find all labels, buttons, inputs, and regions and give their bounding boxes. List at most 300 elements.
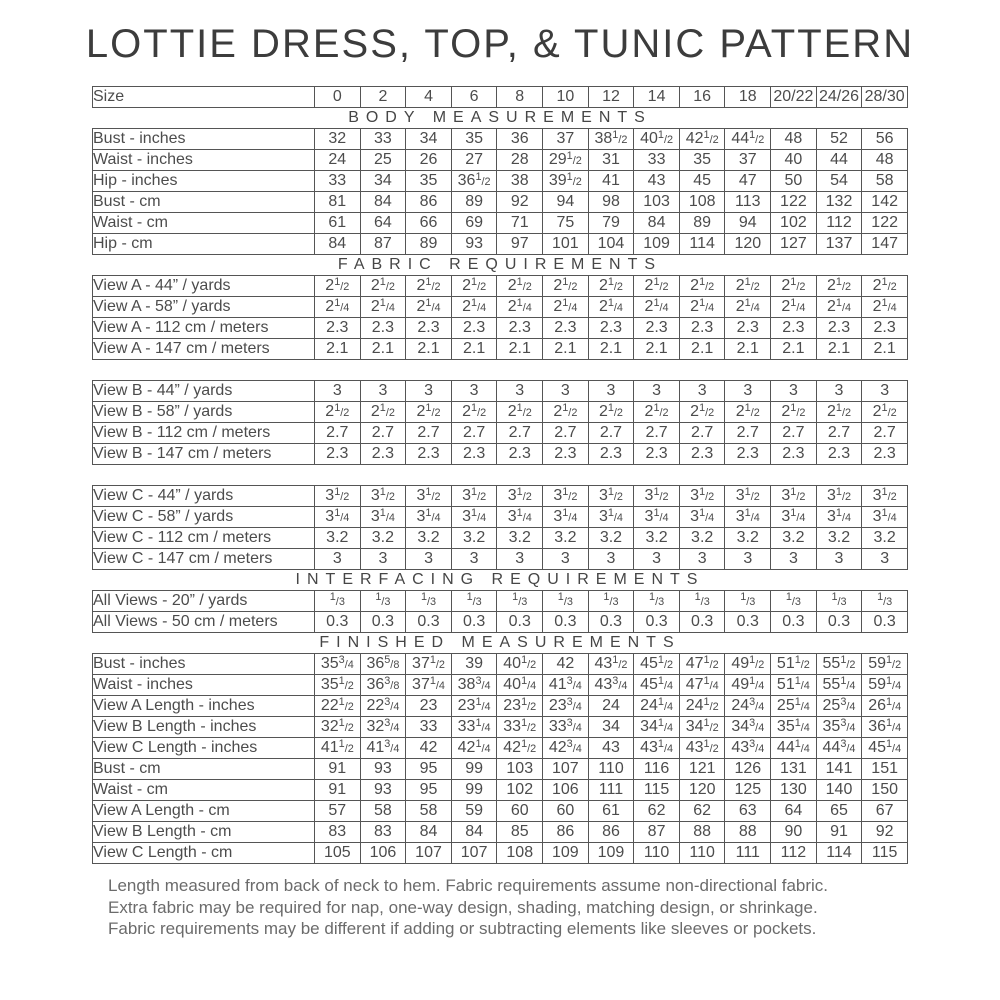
value-cell: $3^1/4$ bbox=[725, 507, 771, 528]
value-cell: 105 bbox=[315, 843, 361, 864]
value-cell: 88 bbox=[679, 822, 725, 843]
table-row bbox=[93, 507, 908, 528]
value-cell: $2^1/2$ bbox=[771, 402, 817, 423]
value-cell: $3^1/2$ bbox=[497, 486, 543, 507]
value-cell: 2.3 bbox=[315, 318, 361, 339]
footnote-line: Length measured from back of neck to hem. Fabric requirements assume non-directional fabric. bbox=[108, 876, 829, 895]
row-label: View A - 112 cm / meters bbox=[93, 318, 315, 339]
value-cell: 2.7 bbox=[543, 423, 589, 444]
value-cell: $^1$/3 bbox=[679, 591, 725, 612]
value-cell: 75 bbox=[543, 213, 589, 234]
value-cell: 94 bbox=[543, 192, 589, 213]
value-cell: 92 bbox=[862, 822, 908, 843]
value-cell: 3 bbox=[634, 549, 680, 570]
value-cell: $3^1/4$ bbox=[406, 507, 452, 528]
value-cell: 60 bbox=[497, 801, 543, 822]
value-cell: 3 bbox=[497, 381, 543, 402]
value-cell: 3 bbox=[360, 549, 406, 570]
value-cell: $22^1/2$ bbox=[315, 696, 361, 717]
value-cell: 56 bbox=[862, 129, 908, 150]
table-row bbox=[93, 297, 908, 318]
value-cell: $2^1/2$ bbox=[451, 276, 497, 297]
table-row bbox=[93, 822, 908, 843]
value-cell: 4 bbox=[406, 87, 452, 108]
value-cell: 2.7 bbox=[725, 423, 771, 444]
body-measurements-table bbox=[92, 128, 908, 255]
value-cell: 44 bbox=[816, 150, 862, 171]
value-cell: $^1$/3 bbox=[725, 591, 771, 612]
interfacing-table bbox=[92, 590, 908, 633]
value-cell: $2^1/2$ bbox=[315, 276, 361, 297]
value-cell: $42^1/2$ bbox=[679, 129, 725, 150]
value-cell: 142 bbox=[862, 192, 908, 213]
value-cell: 67 bbox=[862, 801, 908, 822]
value-cell: $24^3/4$ bbox=[725, 696, 771, 717]
value-cell: 2.3 bbox=[862, 318, 908, 339]
value-cell: 81 bbox=[315, 192, 361, 213]
value-cell: 3 bbox=[679, 549, 725, 570]
value-cell: 2.3 bbox=[634, 444, 680, 465]
value-cell: $3^1/2$ bbox=[543, 486, 589, 507]
value-cell: 0.3 bbox=[588, 612, 634, 633]
value-cell: 106 bbox=[543, 780, 589, 801]
value-cell: 91 bbox=[315, 759, 361, 780]
value-cell: 33 bbox=[634, 150, 680, 171]
value-cell: 107 bbox=[543, 759, 589, 780]
value-cell: 89 bbox=[406, 234, 452, 255]
footnote-line: Extra fabric may be required for nap, one-way design, shading, matching design, or shrinkage. bbox=[108, 897, 818, 917]
value-cell: 6 bbox=[451, 87, 497, 108]
value-cell: $38^1/2$ bbox=[588, 129, 634, 150]
table-row bbox=[93, 549, 908, 570]
value-cell: $^1$/3 bbox=[315, 591, 361, 612]
value-cell: 2.3 bbox=[679, 318, 725, 339]
value-cell: 43 bbox=[634, 171, 680, 192]
value-cell: $34^3/4$ bbox=[725, 717, 771, 738]
value-cell: $42^1/4$ bbox=[451, 738, 497, 759]
value-cell: 2.3 bbox=[360, 318, 406, 339]
value-cell: $25^3/4$ bbox=[816, 696, 862, 717]
value-cell: 3.2 bbox=[725, 528, 771, 549]
value-cell: $2^1/4$ bbox=[315, 297, 361, 318]
value-cell: 110 bbox=[634, 843, 680, 864]
value-cell: 28 bbox=[497, 150, 543, 171]
value-cell: 141 bbox=[816, 759, 862, 780]
value-cell: $3^1/4$ bbox=[315, 507, 361, 528]
table-gap bbox=[92, 465, 908, 485]
value-cell: $3^1/2$ bbox=[588, 486, 634, 507]
value-cell: $3^1/2$ bbox=[360, 486, 406, 507]
value-cell: 2.3 bbox=[497, 444, 543, 465]
value-cell: $3^1/2$ bbox=[406, 486, 452, 507]
value-cell: 86 bbox=[406, 192, 452, 213]
value-cell: 98 bbox=[588, 192, 634, 213]
value-cell: $^1$/3 bbox=[588, 591, 634, 612]
value-cell: $32^3/4$ bbox=[360, 717, 406, 738]
value-cell: 2.1 bbox=[451, 339, 497, 360]
value-cell: 2.3 bbox=[588, 444, 634, 465]
value-cell: 103 bbox=[634, 192, 680, 213]
value-cell: 62 bbox=[634, 801, 680, 822]
value-cell: $3^1/4$ bbox=[679, 507, 725, 528]
value-cell: 86 bbox=[588, 822, 634, 843]
value-cell: 127 bbox=[771, 234, 817, 255]
value-cell: 83 bbox=[315, 822, 361, 843]
value-cell: 110 bbox=[679, 843, 725, 864]
value-cell: $23^1/4$ bbox=[451, 696, 497, 717]
value-cell: 107 bbox=[451, 843, 497, 864]
value-cell: 3 bbox=[315, 381, 361, 402]
table-row bbox=[93, 87, 908, 108]
value-cell: 87 bbox=[360, 234, 406, 255]
row-label: Bust - inches bbox=[93, 654, 315, 675]
value-cell: 0.3 bbox=[360, 612, 406, 633]
value-cell: 2.3 bbox=[725, 318, 771, 339]
table-row bbox=[93, 738, 908, 759]
value-cell: 85 bbox=[497, 822, 543, 843]
value-cell: 2.3 bbox=[451, 444, 497, 465]
value-cell: $3^1/4$ bbox=[862, 507, 908, 528]
value-cell: 63 bbox=[725, 801, 771, 822]
value-cell: $3^1/4$ bbox=[360, 507, 406, 528]
value-cell: 64 bbox=[771, 801, 817, 822]
table-row bbox=[93, 444, 908, 465]
table-row bbox=[93, 381, 908, 402]
section-header-finished-measurements: FINISHED MEASUREMENTS bbox=[319, 634, 681, 651]
value-cell: $51^1/2$ bbox=[771, 654, 817, 675]
value-cell: $2^1/4$ bbox=[725, 297, 771, 318]
row-label: View C - 58” / yards bbox=[93, 507, 315, 528]
value-cell: $3^1/4$ bbox=[588, 507, 634, 528]
value-cell: $34^1/4$ bbox=[634, 717, 680, 738]
value-cell: 94 bbox=[725, 213, 771, 234]
value-cell: 89 bbox=[451, 192, 497, 213]
value-cell: 132 bbox=[816, 192, 862, 213]
value-cell: $2^1/2$ bbox=[679, 276, 725, 297]
value-cell: 122 bbox=[771, 192, 817, 213]
value-cell: 37 bbox=[725, 150, 771, 171]
row-label: View B - 58” / yards bbox=[93, 402, 315, 423]
row-label: View C Length - cm bbox=[93, 843, 315, 864]
value-cell: $43^1/2$ bbox=[679, 738, 725, 759]
value-cell: 3 bbox=[862, 381, 908, 402]
value-cell: 0.3 bbox=[816, 612, 862, 633]
row-label: Bust - inches bbox=[93, 129, 315, 150]
value-cell: 37 bbox=[543, 129, 589, 150]
value-cell: 33 bbox=[360, 129, 406, 150]
value-cell: 3.2 bbox=[315, 528, 361, 549]
value-cell: 2.3 bbox=[588, 318, 634, 339]
value-cell: $40^1/4$ bbox=[497, 675, 543, 696]
value-cell: 61 bbox=[315, 213, 361, 234]
value-cell: 2.1 bbox=[634, 339, 680, 360]
value-cell: $45^1/4$ bbox=[862, 738, 908, 759]
value-cell: 2.1 bbox=[862, 339, 908, 360]
table-row bbox=[93, 402, 908, 423]
table-row bbox=[93, 276, 908, 297]
value-cell: $2^1/2$ bbox=[360, 276, 406, 297]
value-cell: 115 bbox=[634, 780, 680, 801]
value-cell: 2.3 bbox=[816, 444, 862, 465]
value-cell: 2.1 bbox=[315, 339, 361, 360]
value-cell: 2.7 bbox=[315, 423, 361, 444]
row-label: Waist - inches bbox=[93, 675, 315, 696]
value-cell: $3^1/2$ bbox=[679, 486, 725, 507]
row-label: View A - 44” / yards bbox=[93, 276, 315, 297]
value-cell: 69 bbox=[451, 213, 497, 234]
value-cell: 101 bbox=[543, 234, 589, 255]
value-cell: 3 bbox=[451, 381, 497, 402]
value-cell: $2^1/4$ bbox=[771, 297, 817, 318]
value-cell: 2.7 bbox=[771, 423, 817, 444]
value-cell: 84 bbox=[634, 213, 680, 234]
value-cell: 39 bbox=[451, 654, 497, 675]
value-cell: 64 bbox=[360, 213, 406, 234]
value-cell: 8 bbox=[497, 87, 543, 108]
value-cell: 3 bbox=[816, 549, 862, 570]
value-cell: $49^1/2$ bbox=[725, 654, 771, 675]
row-label: All Views - 20” / yards bbox=[93, 591, 315, 612]
row-label: Bust - cm bbox=[93, 192, 315, 213]
table-row bbox=[93, 591, 908, 612]
value-cell: 2.3 bbox=[725, 444, 771, 465]
value-cell: $2^1/2$ bbox=[634, 402, 680, 423]
value-cell: 36 bbox=[497, 129, 543, 150]
row-label: Bust - cm bbox=[93, 759, 315, 780]
value-cell: $3^1/2$ bbox=[725, 486, 771, 507]
value-cell: 0.3 bbox=[679, 612, 725, 633]
value-cell: 66 bbox=[406, 213, 452, 234]
value-cell: $42^1/2$ bbox=[497, 738, 543, 759]
value-cell: $44^3/4$ bbox=[816, 738, 862, 759]
value-cell: $2^1/2$ bbox=[862, 276, 908, 297]
value-cell: 2.3 bbox=[679, 444, 725, 465]
value-cell: 111 bbox=[588, 780, 634, 801]
section-header-body-measurements: BODY MEASUREMENTS bbox=[348, 109, 652, 126]
value-cell: 2.3 bbox=[406, 318, 452, 339]
value-cell: 0.3 bbox=[406, 612, 452, 633]
value-cell: $2^1/2$ bbox=[771, 276, 817, 297]
value-cell: $3^1/4$ bbox=[816, 507, 862, 528]
value-cell: 2.7 bbox=[816, 423, 862, 444]
view-c-fabric-table bbox=[92, 485, 908, 570]
value-cell: $29^1/2$ bbox=[543, 150, 589, 171]
value-cell: 2.3 bbox=[634, 318, 680, 339]
value-cell: $59^1/2$ bbox=[862, 654, 908, 675]
value-cell: $2^1/4$ bbox=[497, 297, 543, 318]
row-label: Hip - cm bbox=[93, 234, 315, 255]
table-row bbox=[93, 171, 908, 192]
value-cell: $2^1/2$ bbox=[406, 276, 452, 297]
value-cell: 109 bbox=[588, 843, 634, 864]
value-cell: $3^1/2$ bbox=[862, 486, 908, 507]
value-cell: 115 bbox=[862, 843, 908, 864]
value-cell: $2^1/4$ bbox=[679, 297, 725, 318]
value-cell: $36^5/8$ bbox=[360, 654, 406, 675]
value-cell: 40 bbox=[771, 150, 817, 171]
value-cell: 95 bbox=[406, 780, 452, 801]
row-label: View B - 112 cm / meters bbox=[93, 423, 315, 444]
value-cell: $2^1/4$ bbox=[543, 297, 589, 318]
table-row bbox=[93, 192, 908, 213]
value-cell: 112 bbox=[816, 213, 862, 234]
value-cell: 47 bbox=[725, 171, 771, 192]
value-cell: 2.3 bbox=[315, 444, 361, 465]
value-cell: 0.3 bbox=[771, 612, 817, 633]
table-row bbox=[93, 213, 908, 234]
value-cell: 3.2 bbox=[497, 528, 543, 549]
value-cell: $43^3/4$ bbox=[725, 738, 771, 759]
value-cell: 0.3 bbox=[725, 612, 771, 633]
value-cell: 122 bbox=[862, 213, 908, 234]
table-gap bbox=[92, 360, 908, 380]
value-cell: 71 bbox=[497, 213, 543, 234]
value-cell: 120 bbox=[679, 780, 725, 801]
value-cell: 93 bbox=[360, 780, 406, 801]
value-cell: 3 bbox=[588, 381, 634, 402]
table-row bbox=[93, 696, 908, 717]
value-cell: 2.3 bbox=[360, 444, 406, 465]
value-cell: 3 bbox=[634, 381, 680, 402]
row-label: View A Length - cm bbox=[93, 801, 315, 822]
table-row bbox=[93, 318, 908, 339]
value-cell: 59 bbox=[451, 801, 497, 822]
value-cell: 34 bbox=[406, 129, 452, 150]
value-cell: 42 bbox=[543, 654, 589, 675]
row-label: Waist - inches bbox=[93, 150, 315, 171]
value-cell: 38 bbox=[497, 171, 543, 192]
value-cell: 83 bbox=[360, 822, 406, 843]
value-cell: 58 bbox=[862, 171, 908, 192]
value-cell: 2.3 bbox=[543, 318, 589, 339]
value-cell: $36^1/4$ bbox=[862, 717, 908, 738]
value-cell: 31 bbox=[588, 150, 634, 171]
value-cell: 57 bbox=[315, 801, 361, 822]
value-cell: $2^1/4$ bbox=[588, 297, 634, 318]
value-cell: 91 bbox=[816, 822, 862, 843]
value-cell: 41 bbox=[588, 171, 634, 192]
value-cell: 3.2 bbox=[679, 528, 725, 549]
value-cell: 0.3 bbox=[862, 612, 908, 633]
value-cell: $35^3/4$ bbox=[315, 654, 361, 675]
table-row bbox=[93, 843, 908, 864]
table-row bbox=[93, 486, 908, 507]
value-cell: 2.3 bbox=[406, 444, 452, 465]
value-cell: $2^1/2$ bbox=[816, 276, 862, 297]
value-cell: 28/30 bbox=[862, 87, 908, 108]
value-cell: 2.3 bbox=[497, 318, 543, 339]
value-cell: $2^1/2$ bbox=[497, 276, 543, 297]
value-cell: 2.7 bbox=[497, 423, 543, 444]
value-cell: $2^1/2$ bbox=[451, 402, 497, 423]
value-cell: 34 bbox=[360, 171, 406, 192]
value-cell: $2^1/2$ bbox=[862, 402, 908, 423]
value-cell: 20/22 bbox=[771, 87, 817, 108]
row-label: Waist - cm bbox=[93, 213, 315, 234]
value-cell: $41^3/4$ bbox=[360, 738, 406, 759]
value-cell: 0.3 bbox=[634, 612, 680, 633]
value-cell: $47^1/4$ bbox=[679, 675, 725, 696]
value-cell: 54 bbox=[816, 171, 862, 192]
table-row bbox=[93, 612, 908, 633]
value-cell: 0.3 bbox=[497, 612, 543, 633]
value-cell: 103 bbox=[497, 759, 543, 780]
value-cell: 33 bbox=[315, 171, 361, 192]
value-cell: 2.3 bbox=[862, 444, 908, 465]
value-cell: 0.3 bbox=[451, 612, 497, 633]
value-cell: 24 bbox=[315, 150, 361, 171]
value-cell: $25^1/4$ bbox=[771, 696, 817, 717]
value-cell: 3 bbox=[360, 381, 406, 402]
value-cell: 2 bbox=[360, 87, 406, 108]
value-cell: $43^3/4$ bbox=[588, 675, 634, 696]
value-cell: 35 bbox=[451, 129, 497, 150]
table-row bbox=[93, 675, 908, 696]
value-cell: 107 bbox=[406, 843, 452, 864]
value-cell: 93 bbox=[451, 234, 497, 255]
value-cell: 45 bbox=[679, 171, 725, 192]
value-cell: $45^1/2$ bbox=[634, 654, 680, 675]
value-cell: 120 bbox=[725, 234, 771, 255]
value-cell: 3 bbox=[543, 549, 589, 570]
value-cell: 23 bbox=[406, 696, 452, 717]
value-cell: $45^1/4$ bbox=[634, 675, 680, 696]
value-cell: $44^1/4$ bbox=[771, 738, 817, 759]
value-cell: 3.2 bbox=[451, 528, 497, 549]
value-cell: 25 bbox=[360, 150, 406, 171]
section-header-fabric-requirements: FABRIC REQUIREMENTS bbox=[337, 256, 663, 273]
value-cell: 3 bbox=[406, 381, 452, 402]
value-cell: 111 bbox=[725, 843, 771, 864]
value-cell: $3^1/2$ bbox=[771, 486, 817, 507]
value-cell: 43 bbox=[588, 738, 634, 759]
value-cell: 108 bbox=[497, 843, 543, 864]
value-cell: $41^3/4$ bbox=[543, 675, 589, 696]
value-cell: $2^1/2$ bbox=[725, 276, 771, 297]
value-cell: 3 bbox=[679, 381, 725, 402]
value-cell: $3^1/2$ bbox=[451, 486, 497, 507]
value-cell: 3.2 bbox=[634, 528, 680, 549]
value-cell: 2.3 bbox=[771, 318, 817, 339]
table-row bbox=[93, 150, 908, 171]
row-label: View C - 147 cm / meters bbox=[93, 549, 315, 570]
value-cell: 147 bbox=[862, 234, 908, 255]
value-cell: $43^1/4$ bbox=[634, 738, 680, 759]
value-cell: $3^1/4$ bbox=[497, 507, 543, 528]
row-label: View C - 112 cm / meters bbox=[93, 528, 315, 549]
value-cell: 2.1 bbox=[816, 339, 862, 360]
value-cell: 130 bbox=[771, 780, 817, 801]
value-cell: $26^1/4$ bbox=[862, 696, 908, 717]
value-cell: 50 bbox=[771, 171, 817, 192]
table-row bbox=[93, 339, 908, 360]
value-cell: 125 bbox=[725, 780, 771, 801]
value-cell: 3.2 bbox=[816, 528, 862, 549]
value-cell: 2.1 bbox=[497, 339, 543, 360]
value-cell: 3.2 bbox=[588, 528, 634, 549]
row-label: All Views - 50 cm / meters bbox=[93, 612, 315, 633]
value-cell: 79 bbox=[588, 213, 634, 234]
value-cell: $34^1/2$ bbox=[679, 717, 725, 738]
value-cell: 52 bbox=[816, 129, 862, 150]
value-cell: 91 bbox=[315, 780, 361, 801]
value-cell: $32^1/2$ bbox=[315, 717, 361, 738]
value-cell: $44^1/2$ bbox=[725, 129, 771, 150]
value-cell: $2^1/4$ bbox=[634, 297, 680, 318]
value-cell: $37^1/2$ bbox=[406, 654, 452, 675]
value-cell: 114 bbox=[679, 234, 725, 255]
value-cell: $3^1/4$ bbox=[771, 507, 817, 528]
